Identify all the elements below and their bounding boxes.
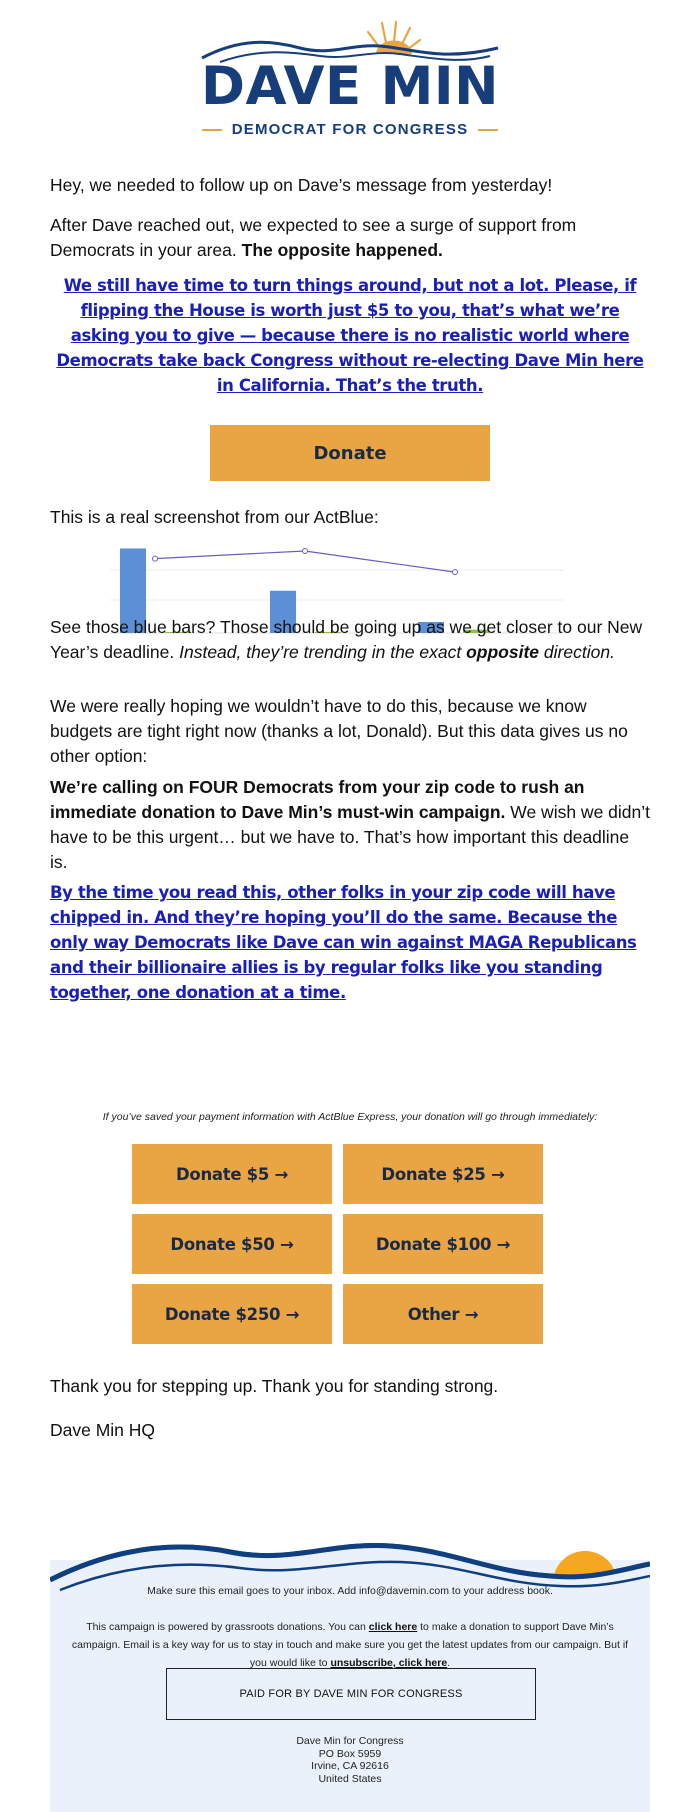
donate-50-button[interactable]: Donate $50 →	[132, 1214, 332, 1274]
address-line: Irvine, CA 92616	[311, 1760, 389, 1772]
campaign-logo	[50, 0, 650, 150]
mailing-address	[50, 1735, 650, 1785]
address-line: United States	[318, 1772, 382, 1785]
donate-250-button[interactable]: Donate $250 →	[132, 1284, 332, 1344]
trend-point	[303, 548, 308, 553]
donate-5-button[interactable]: Donate $5 →	[132, 1144, 332, 1204]
analysis-paragraph	[50, 615, 650, 665]
call-text: We wish we didn’t have to be this urgent… but we have to. That’s how important this deadline is.	[50, 802, 651, 872]
signature: Dave Min HQ	[50, 1420, 156, 1440]
zip-code-link[interactable]: By the time you read this, other folks in your zip code will have chipped in. And they’re hoping you’ll do the same. Because the only way Democrats like Dave can win against MAGA Republicans and their billionaire allies is by regular folks like you standing together, one donation at a time.	[50, 883, 637, 1002]
powered-text: This campaign is powered by grassroots donations. You can	[86, 1621, 366, 1633]
tagline	[50, 121, 650, 138]
intro-text: After Dave reached out, we expected to see a surge of support from Democrats in your area.	[50, 215, 577, 260]
footer	[50, 1480, 650, 1812]
appeal-link[interactable]: We still have time to turn things around, but not a lot. Please, if flipping the House is worth just $5 to you, that’s what we’re asking you to give — because there is no realistic world where Democrats take back Congress without re-electing Dave Min here in California. That’s the truth.	[56, 276, 644, 395]
donate-100-button[interactable]: Donate $100 →	[343, 1214, 543, 1274]
thanks-line: Thank you for stepping up. Thank you for standing strong.	[50, 1376, 499, 1396]
express-note: If you’ve saved your payment information with ActBlue Express, your donation will go through immediately:	[102, 1111, 598, 1123]
analysis-italic-end: direction.	[543, 642, 615, 662]
budget-paragraph: We were really hoping we wouldn’t have to do this, because we know budgets are tight right now (thanks a lot, Donald). But this data gives us no other option:	[50, 696, 628, 766]
donate-button[interactable]: Donate	[210, 425, 490, 481]
analysis-italic: Instead, they’re trending in the exact	[179, 642, 462, 662]
powered-text-mid: to make a donation to support Dave Min’s campaign. Email is a key way for us to stay in touch and make sure you get the latest updates from our campaign. But if you would like to	[71, 1621, 629, 1669]
call-bold: We’re calling on FOUR Democrats from your zip code to rush an immediate donation to Dave Min’s must-win campaign.	[50, 777, 585, 822]
intro-paragraph	[50, 213, 650, 263]
candidate-name: DAVE MIN	[201, 56, 499, 117]
trend-point	[453, 570, 458, 575]
trend-line	[155, 551, 455, 572]
paid-for-box: PAID FOR BY DAVE MIN FOR CONGRESS	[166, 1668, 536, 1720]
powered-paragraph: This campaign is powered by grassroots donations. You can click here to make a donation to support Dave Min’s campaign. Email is a key way for us to stay in touch and make sure you get the latest updates from our campaign. But if you would like to unsubscribe, click here.	[71, 1621, 629, 1669]
unsubscribe-link[interactable]: unsubscribe, click here	[330, 1657, 448, 1669]
intro-line: Hey, we needed to follow up on Dave’s message from yesterday!	[50, 175, 553, 195]
call-paragraph	[50, 775, 650, 875]
address-line: Dave Min for Congress	[296, 1735, 404, 1747]
address-line: PO Box 5959	[318, 1747, 382, 1760]
tagline-text: DEMOCRAT FOR CONGRESS	[231, 121, 469, 138]
screenshot-intro: This is a real screenshot from our ActBlue:	[50, 507, 379, 527]
intro-bold: The opposite happened.	[241, 240, 443, 260]
trend-point	[153, 556, 158, 561]
donate-click-here-link[interactable]: click here	[368, 1621, 418, 1633]
analysis-bold-italic: opposite	[466, 642, 540, 662]
donate-25-button[interactable]: Donate $25 →	[343, 1144, 543, 1204]
donate-other-button[interactable]: Other →	[343, 1284, 543, 1344]
email-body	[50, 0, 651, 1440]
inbox-note: Make sure this email goes to your inbox. Add info@davemin.com to your address book.	[147, 1585, 553, 1597]
analysis-text: See those blue bars? Those should be going up as we get closer to our New Year’s deadline.	[50, 617, 643, 662]
